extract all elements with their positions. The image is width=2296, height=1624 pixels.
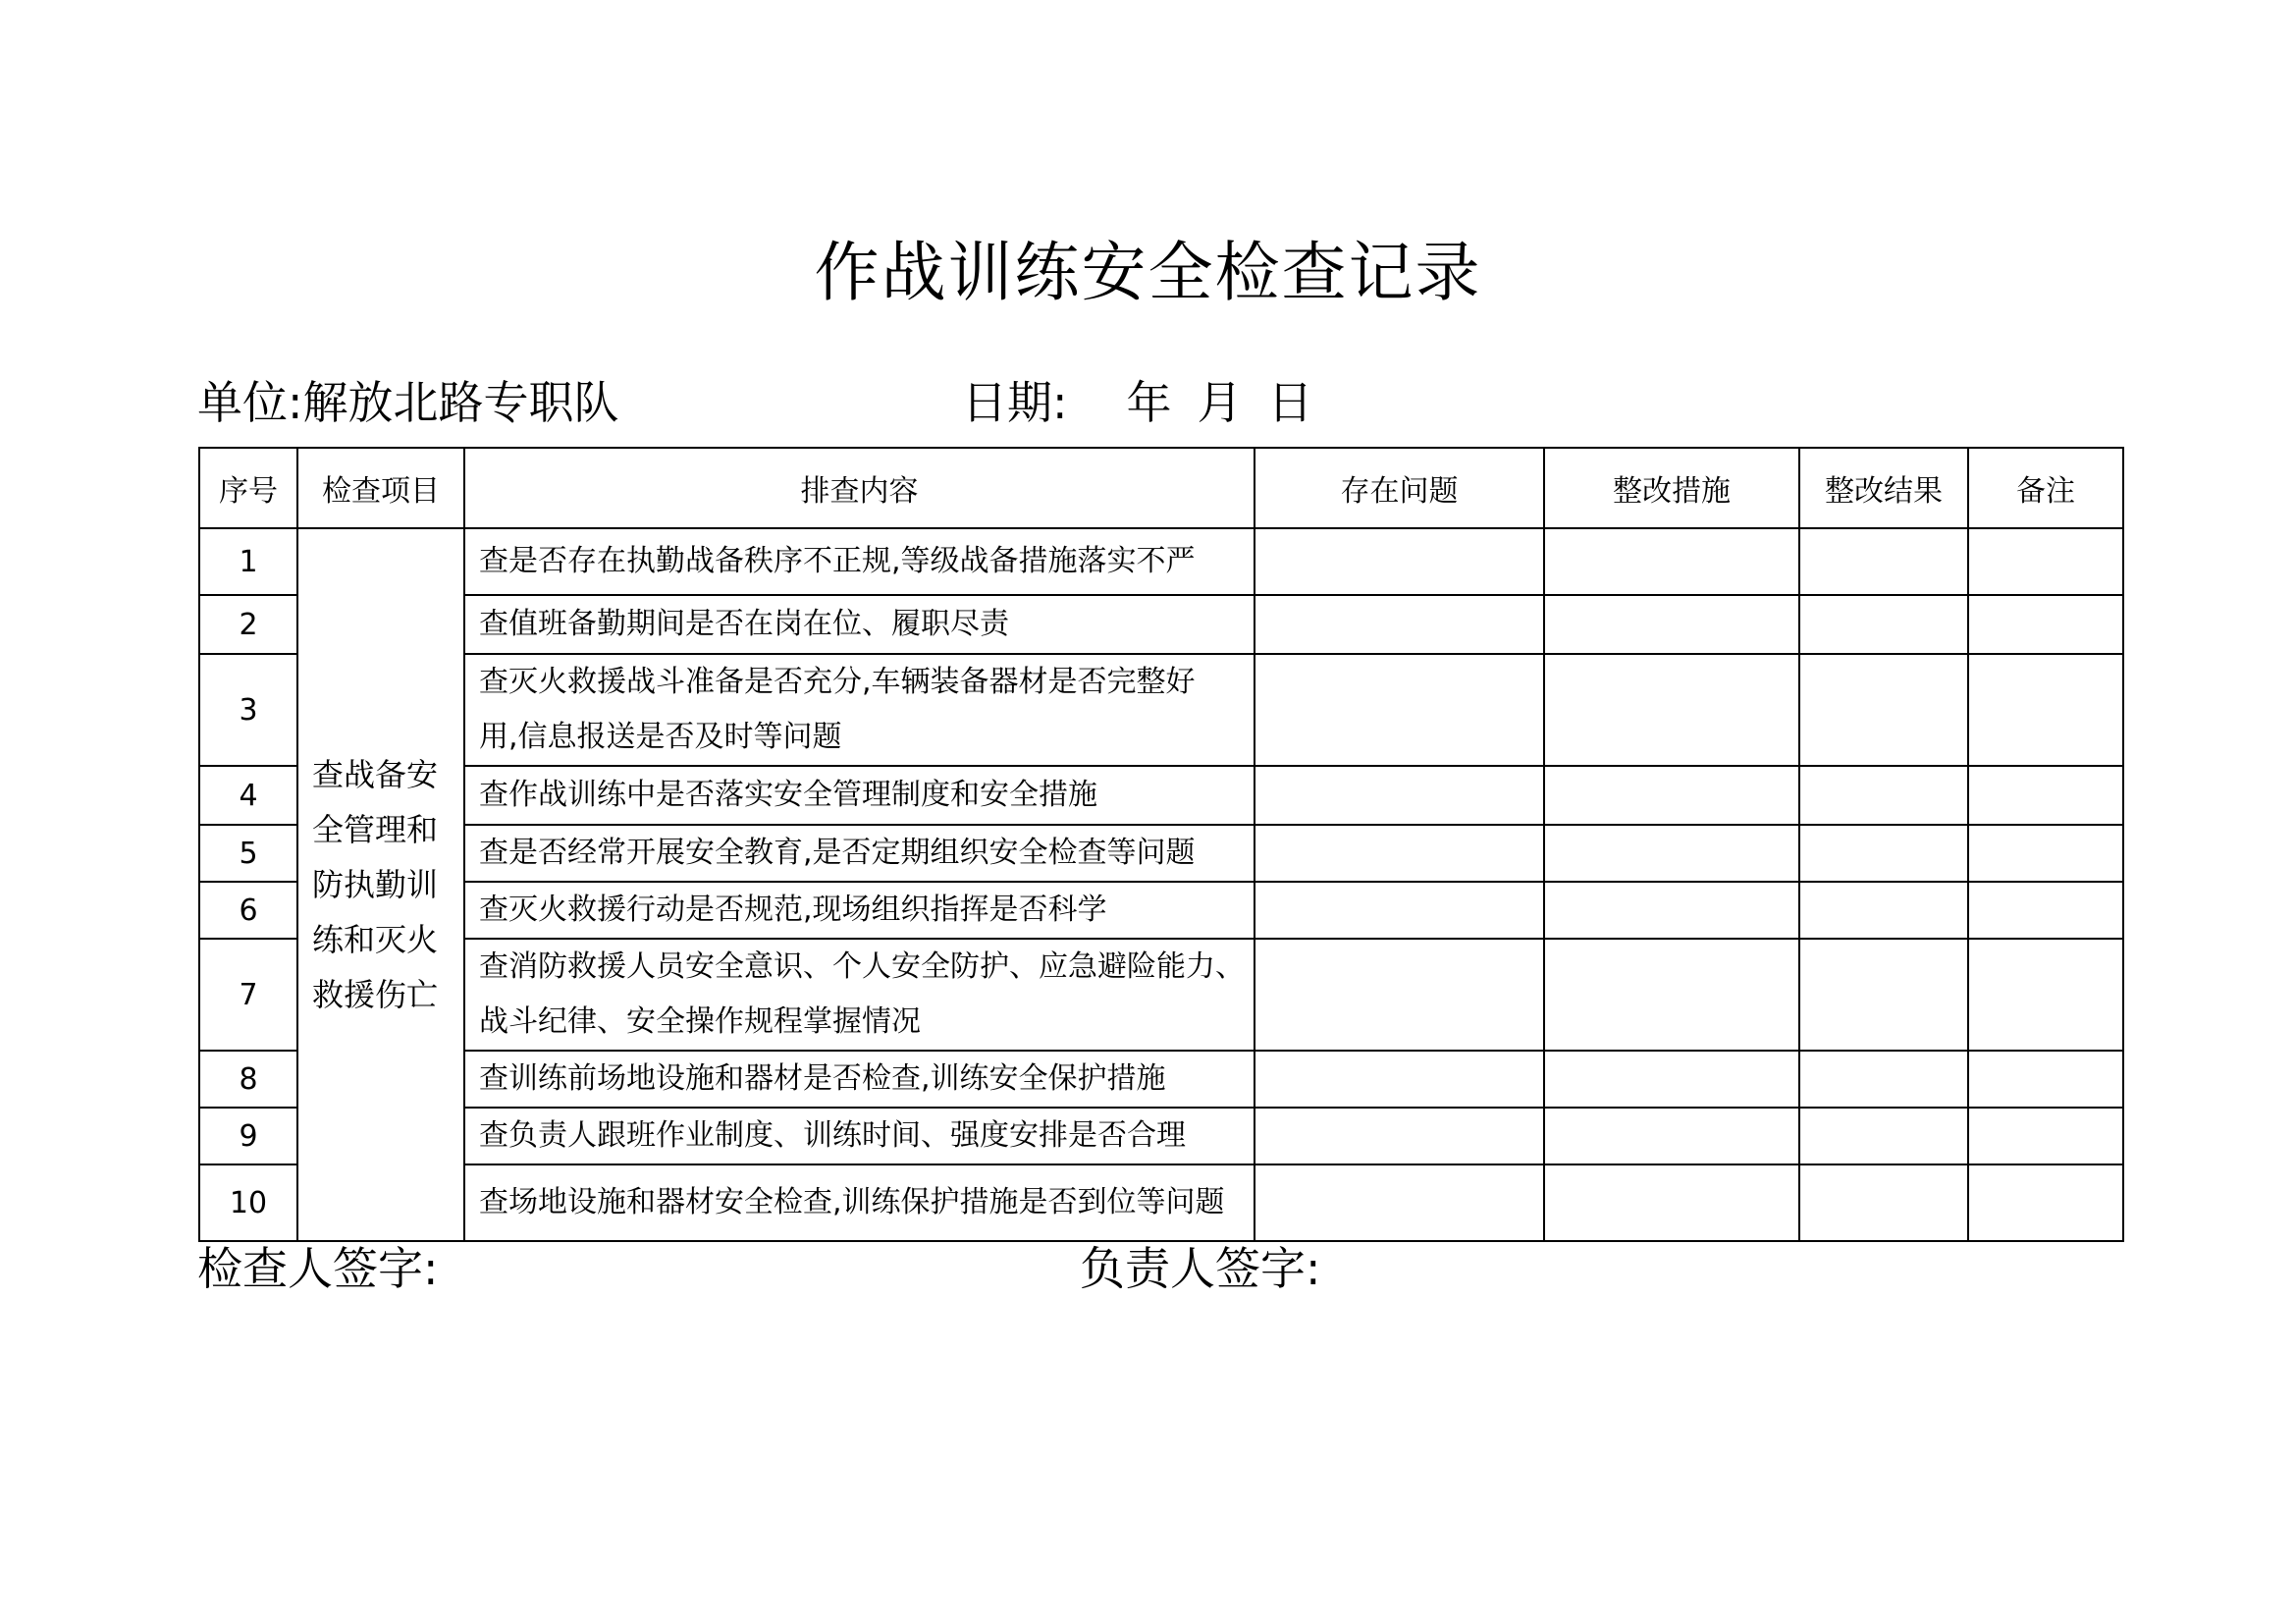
issue-cell[interactable] bbox=[1255, 528, 1544, 595]
measure-cell[interactable] bbox=[1544, 528, 1799, 595]
table-header-row bbox=[199, 448, 2123, 528]
responsible-signature-label: 负责人签字: bbox=[1080, 1242, 1321, 1295]
row-number: 9 bbox=[199, 1108, 297, 1164]
remark-cell[interactable] bbox=[1968, 1108, 2123, 1164]
row-content bbox=[464, 1108, 1255, 1164]
check-item-cell bbox=[297, 528, 464, 1241]
col-header-measure: 整改措施 bbox=[1544, 448, 1799, 528]
row-content bbox=[464, 825, 1255, 882]
date-month: 月 bbox=[1197, 376, 1243, 429]
check-item-line: 练和灭火 bbox=[312, 921, 439, 958]
measure-cell[interactable] bbox=[1544, 1051, 1799, 1108]
remark-cell[interactable] bbox=[1968, 1051, 2123, 1108]
issue-cell[interactable] bbox=[1255, 1108, 1544, 1164]
row-number: 2 bbox=[199, 595, 297, 654]
result-cell[interactable] bbox=[1799, 766, 1968, 825]
date-day: 日 bbox=[1267, 376, 1313, 429]
table-row bbox=[199, 1051, 2123, 1108]
row-content bbox=[464, 1051, 1255, 1108]
col-header-issue: 存在问题 bbox=[1255, 448, 1544, 528]
check-item-line: 防执勤训 bbox=[312, 866, 439, 903]
inspector-signature-label: 检查人签字: bbox=[197, 1242, 439, 1295]
content-line: 用,信息报送是否及时等问题 bbox=[479, 720, 842, 754]
date-line bbox=[962, 373, 1313, 432]
content-line: 查值班备勤期间是否在岗在位、履职尽责 bbox=[479, 607, 1009, 641]
page-title: 作战训练安全检查记录 bbox=[814, 235, 1482, 310]
row-number: 5 bbox=[199, 825, 297, 882]
check-item-line: 查战备安 bbox=[312, 756, 439, 793]
row-content bbox=[464, 528, 1255, 595]
content-line: 战斗纪律、安全操作规程掌握情况 bbox=[479, 1004, 921, 1039]
remark-cell[interactable] bbox=[1968, 528, 2123, 595]
inspection-table bbox=[198, 447, 2124, 1242]
table-row bbox=[199, 882, 2123, 939]
issue-cell[interactable] bbox=[1255, 1164, 1544, 1241]
issue-cell[interactable] bbox=[1255, 654, 1544, 766]
content-line: 查消防救援人员安全意识、个人安全防护、应急避险能力、 bbox=[479, 949, 1245, 984]
issue-cell[interactable] bbox=[1255, 595, 1544, 654]
result-cell[interactable] bbox=[1799, 654, 1968, 766]
date-year: 年 bbox=[1126, 376, 1172, 429]
measure-cell[interactable] bbox=[1544, 825, 1799, 882]
measure-cell[interactable] bbox=[1544, 1164, 1799, 1241]
result-cell[interactable] bbox=[1799, 1108, 1968, 1164]
table-row bbox=[199, 528, 2123, 595]
content-line: 查负责人跟班作业制度、训练时间、强度安排是否合理 bbox=[479, 1118, 1186, 1153]
table-row bbox=[199, 825, 2123, 882]
measure-cell[interactable] bbox=[1544, 1108, 1799, 1164]
remark-cell[interactable] bbox=[1968, 654, 2123, 766]
measure-cell[interactable] bbox=[1544, 766, 1799, 825]
remark-cell[interactable] bbox=[1968, 595, 2123, 654]
remark-cell[interactable] bbox=[1968, 1164, 2123, 1241]
remark-cell[interactable] bbox=[1968, 939, 2123, 1051]
content-line: 查是否存在执勤战备秩序不正规,等级战备措施落实不严 bbox=[479, 544, 1196, 578]
measure-cell[interactable] bbox=[1544, 595, 1799, 654]
remark-cell[interactable] bbox=[1968, 825, 2123, 882]
measure-cell[interactable] bbox=[1544, 939, 1799, 1051]
result-cell[interactable] bbox=[1799, 939, 1968, 1051]
row-number: 3 bbox=[199, 654, 297, 766]
result-cell[interactable] bbox=[1799, 1051, 1968, 1108]
row-number: 6 bbox=[199, 882, 297, 939]
row-content bbox=[464, 882, 1255, 939]
content-line: 查场地设施和器材安全检查,训练保护措施是否到位等问题 bbox=[479, 1185, 1225, 1219]
col-header-content: 排查内容 bbox=[464, 448, 1255, 528]
row-content bbox=[464, 654, 1255, 766]
row-number: 4 bbox=[199, 766, 297, 825]
content-line: 查是否经常开展安全教育,是否定期组织安全检查等问题 bbox=[479, 836, 1196, 870]
col-header-result: 整改结果 bbox=[1799, 448, 1968, 528]
table-row bbox=[199, 766, 2123, 825]
measure-cell[interactable] bbox=[1544, 882, 1799, 939]
check-item-line: 救援伤亡 bbox=[312, 976, 439, 1013]
row-number: 1 bbox=[199, 528, 297, 595]
date-label: 日期: bbox=[962, 376, 1068, 429]
content-line: 查灭火救援行动是否规范,现场组织指挥是否科学 bbox=[479, 893, 1107, 927]
row-number: 8 bbox=[199, 1051, 297, 1108]
col-header-no: 序号 bbox=[199, 448, 297, 528]
unit-line bbox=[197, 373, 619, 432]
row-number: 7 bbox=[199, 939, 297, 1051]
content-line: 查训练前场地设施和器材是否检查,训练安全保护措施 bbox=[479, 1061, 1166, 1096]
col-header-item: 检查项目 bbox=[297, 448, 464, 528]
content-line: 查作战训练中是否落实安全管理制度和安全措施 bbox=[479, 778, 1097, 812]
row-number: 10 bbox=[199, 1164, 297, 1241]
issue-cell[interactable] bbox=[1255, 882, 1544, 939]
result-cell[interactable] bbox=[1799, 1164, 1968, 1241]
table-row bbox=[199, 939, 2123, 1051]
table-row bbox=[199, 1164, 2123, 1241]
measure-cell[interactable] bbox=[1544, 654, 1799, 766]
table-row bbox=[199, 1108, 2123, 1164]
unit-value: 解放北路专职队 bbox=[302, 376, 619, 429]
table-row bbox=[199, 595, 2123, 654]
row-content bbox=[464, 766, 1255, 825]
result-cell[interactable] bbox=[1799, 528, 1968, 595]
remark-cell[interactable] bbox=[1968, 882, 2123, 939]
issue-cell[interactable] bbox=[1255, 825, 1544, 882]
result-cell[interactable] bbox=[1799, 882, 1968, 939]
result-cell[interactable] bbox=[1799, 595, 1968, 654]
row-content bbox=[464, 595, 1255, 654]
remark-cell[interactable] bbox=[1968, 766, 2123, 825]
result-cell[interactable] bbox=[1799, 825, 1968, 882]
issue-cell[interactable] bbox=[1255, 939, 1544, 1051]
content-line: 查灭火救援战斗准备是否充分,车辆装备器材是否完整好 bbox=[479, 665, 1196, 699]
issue-cell[interactable] bbox=[1255, 766, 1544, 825]
table-body bbox=[199, 528, 2123, 1241]
table-row bbox=[199, 654, 2123, 766]
col-header-remark: 备注 bbox=[1968, 448, 2123, 528]
check-item-line: 全管理和 bbox=[312, 811, 439, 848]
issue-cell[interactable] bbox=[1255, 1051, 1544, 1108]
unit-label: 单位: bbox=[197, 376, 303, 429]
row-content bbox=[464, 939, 1255, 1051]
row-content bbox=[464, 1164, 1255, 1241]
